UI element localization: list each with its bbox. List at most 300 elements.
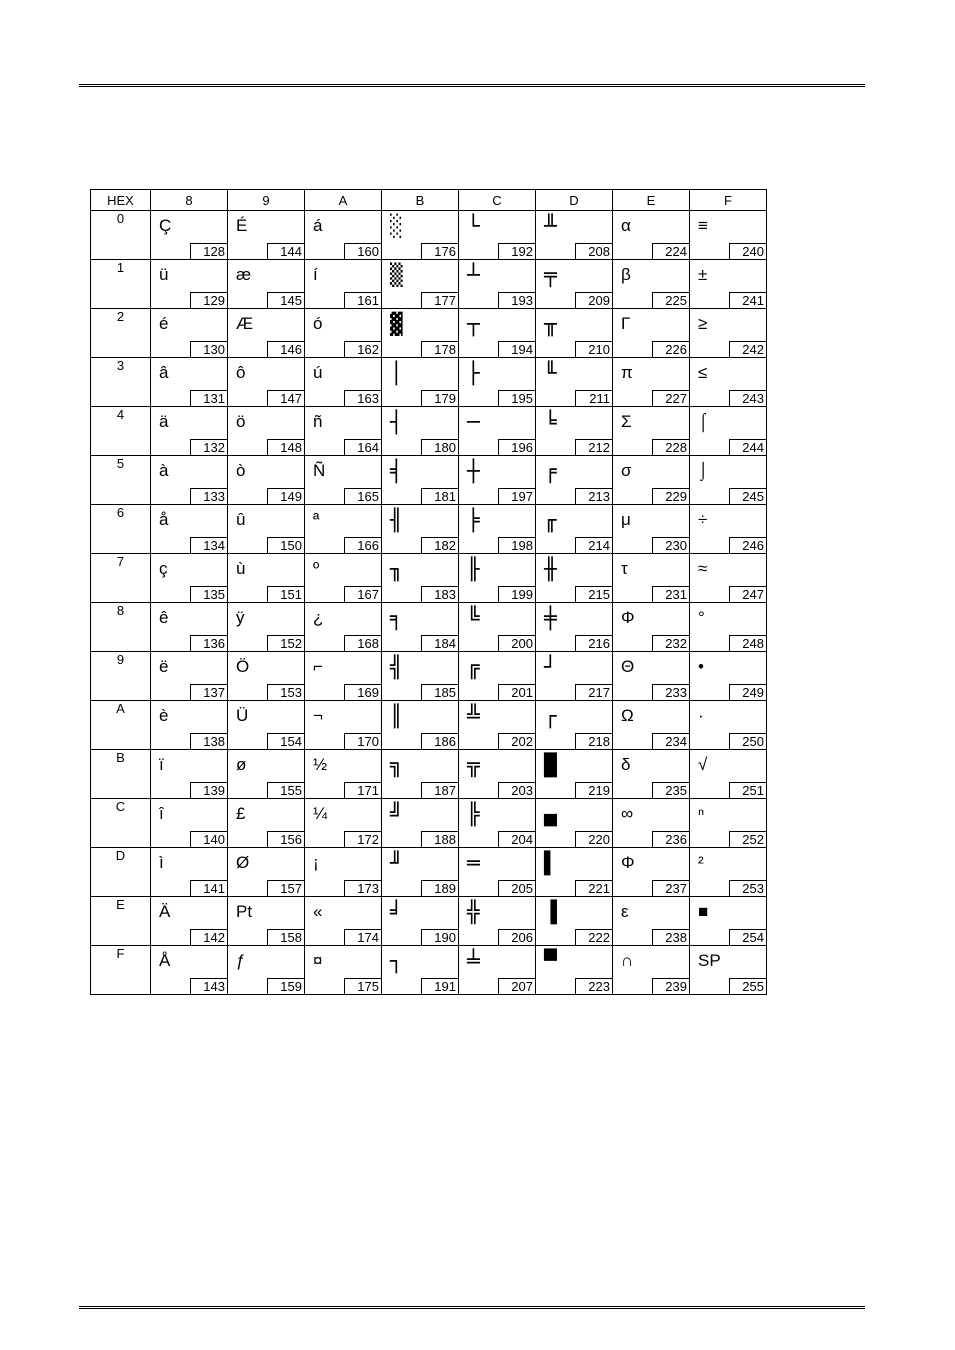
decimal-code: 135 xyxy=(190,586,228,603)
character-glyph: √ xyxy=(698,755,708,774)
code-cell xyxy=(536,407,613,456)
decimal-code: 220 xyxy=(575,831,613,848)
character-glyph: æ xyxy=(236,265,252,284)
row-hex-label: E xyxy=(91,897,151,946)
decimal-code: 162 xyxy=(344,341,382,358)
decimal-code: 150 xyxy=(267,537,305,554)
character-glyph: º xyxy=(313,559,320,578)
character-glyph: Ü xyxy=(236,706,249,725)
decimal-code: 186 xyxy=(421,733,459,750)
decimal-code: 170 xyxy=(344,733,382,750)
decimal-code: 227 xyxy=(652,390,690,407)
decimal-code: 226 xyxy=(652,341,690,358)
decimal-code: 225 xyxy=(652,292,690,309)
decimal-code: 136 xyxy=(190,635,228,652)
code-cell xyxy=(690,701,767,750)
code-cell xyxy=(382,505,459,554)
decimal-code: 238 xyxy=(652,929,690,946)
code-cell xyxy=(228,848,305,897)
decimal-code: 255 xyxy=(729,978,767,995)
decimal-code: 223 xyxy=(575,978,613,995)
character-glyph: ⌠ xyxy=(698,412,709,431)
code-cell xyxy=(459,848,536,897)
character-glyph: ╛ xyxy=(390,900,403,924)
column-header-row xyxy=(91,190,767,211)
character-glyph: ² xyxy=(698,853,704,872)
decimal-code: 212 xyxy=(575,439,613,456)
decimal-code: 179 xyxy=(421,390,459,407)
decimal-code: 177 xyxy=(421,292,459,309)
row-hex-label: 4 xyxy=(91,407,151,456)
character-glyph: â xyxy=(159,363,169,382)
code-cell xyxy=(305,848,382,897)
code-cell xyxy=(382,407,459,456)
row-hex-label: 9 xyxy=(91,652,151,701)
character-glyph: ╖ xyxy=(390,557,403,581)
column-header: 8 xyxy=(151,190,228,211)
table-row xyxy=(91,897,767,946)
character-glyph: ╗ xyxy=(390,753,403,777)
character-glyph: ═ xyxy=(467,851,480,875)
table-row xyxy=(91,603,767,652)
character-glyph: ÷ xyxy=(698,510,708,529)
table-row xyxy=(91,652,767,701)
decimal-code: 215 xyxy=(575,586,613,603)
decimal-code: 214 xyxy=(575,537,613,554)
code-cell xyxy=(690,358,767,407)
code-cell xyxy=(382,603,459,652)
code-cell xyxy=(305,505,382,554)
code-cell xyxy=(459,358,536,407)
decimal-code: 154 xyxy=(267,733,305,750)
decimal-code: 203 xyxy=(498,782,536,799)
character-glyph: Φ xyxy=(621,853,635,872)
table-row xyxy=(91,750,767,799)
decimal-code: 182 xyxy=(421,537,459,554)
character-glyph: ó xyxy=(313,314,323,333)
code-cell xyxy=(459,897,536,946)
code-cell xyxy=(459,701,536,750)
table-row xyxy=(91,211,767,260)
decimal-code: 210 xyxy=(575,341,613,358)
code-page-table xyxy=(90,189,767,995)
decimal-code: 175 xyxy=(344,978,382,995)
code-cell xyxy=(459,799,536,848)
decimal-code: 209 xyxy=(575,292,613,309)
code-cell xyxy=(536,701,613,750)
character-glyph: ║ xyxy=(390,704,403,728)
decimal-code: 140 xyxy=(190,831,228,848)
code-cell xyxy=(613,505,690,554)
table-row xyxy=(91,309,767,358)
code-cell xyxy=(536,358,613,407)
character-glyph: £ xyxy=(236,804,246,823)
character-glyph: ╟ xyxy=(467,557,480,581)
character-glyph: ╥ xyxy=(544,312,557,336)
code-cell xyxy=(305,554,382,603)
code-cell xyxy=(151,701,228,750)
character-glyph: ⌐ xyxy=(313,657,323,676)
code-cell xyxy=(459,652,536,701)
decimal-code: 156 xyxy=(267,831,305,848)
code-cell xyxy=(613,799,690,848)
decimal-code: 174 xyxy=(344,929,382,946)
code-cell xyxy=(151,603,228,652)
character-glyph: ╙ xyxy=(544,361,557,385)
character-glyph: ╕ xyxy=(390,606,403,630)
decimal-code: 129 xyxy=(190,292,228,309)
decimal-code: 236 xyxy=(652,831,690,848)
row-hex-label: 8 xyxy=(91,603,151,652)
code-cell xyxy=(613,897,690,946)
character-glyph: ± xyxy=(698,265,708,284)
column-header: D xyxy=(536,190,613,211)
code-cell xyxy=(305,407,382,456)
character-glyph: σ xyxy=(621,461,632,480)
decimal-code: 191 xyxy=(421,978,459,995)
hex-header: HEX xyxy=(91,190,151,211)
decimal-code: 160 xyxy=(344,243,382,260)
code-cell xyxy=(613,358,690,407)
code-cell xyxy=(690,799,767,848)
decimal-code: 134 xyxy=(190,537,228,554)
character-glyph: ╝ xyxy=(390,802,403,826)
code-cell xyxy=(228,358,305,407)
code-cell xyxy=(305,309,382,358)
character-glyph: Ø xyxy=(236,853,250,872)
decimal-code: 139 xyxy=(190,782,228,799)
code-cell xyxy=(459,407,536,456)
row-hex-label: 5 xyxy=(91,456,151,505)
decimal-code: 224 xyxy=(652,243,690,260)
code-cell xyxy=(536,603,613,652)
character-glyph: │ xyxy=(390,361,403,385)
decimal-code: 241 xyxy=(729,292,767,309)
code-cell xyxy=(228,309,305,358)
code-cell xyxy=(459,211,536,260)
character-glyph: ┌ xyxy=(544,704,557,728)
decimal-code: 253 xyxy=(729,880,767,897)
decimal-code: 181 xyxy=(421,488,459,505)
code-cell xyxy=(613,848,690,897)
decimal-code: 168 xyxy=(344,635,382,652)
decimal-code: 147 xyxy=(267,390,305,407)
character-glyph: └ xyxy=(467,214,480,238)
decimal-code: 221 xyxy=(575,880,613,897)
decimal-code: 187 xyxy=(421,782,459,799)
code-cell xyxy=(151,211,228,260)
code-cell xyxy=(151,946,228,995)
decimal-code: 201 xyxy=(498,684,536,701)
decimal-code: 244 xyxy=(729,439,767,456)
character-glyph: è xyxy=(159,706,169,725)
decimal-code: 199 xyxy=(498,586,536,603)
decimal-code: 183 xyxy=(421,586,459,603)
character-glyph: ¬ xyxy=(313,706,323,725)
decimal-code: 176 xyxy=(421,243,459,260)
character-glyph: ª xyxy=(313,510,320,529)
code-cell xyxy=(305,701,382,750)
decimal-code: 248 xyxy=(729,635,767,652)
character-glyph: τ xyxy=(621,559,628,578)
decimal-code: 213 xyxy=(575,488,613,505)
character-glyph: μ xyxy=(621,510,631,529)
code-cell xyxy=(690,211,767,260)
column-header: C xyxy=(459,190,536,211)
decimal-code: 153 xyxy=(267,684,305,701)
decimal-code: 155 xyxy=(267,782,305,799)
code-cell xyxy=(305,750,382,799)
code-cell xyxy=(613,260,690,309)
row-hex-label: 3 xyxy=(91,358,151,407)
decimal-code: 149 xyxy=(267,488,305,505)
character-glyph: ü xyxy=(159,265,169,284)
decimal-code: 254 xyxy=(729,929,767,946)
code-cell xyxy=(305,946,382,995)
header-rule xyxy=(79,84,865,87)
character-glyph: ñ xyxy=(313,412,323,431)
character-glyph: ° xyxy=(698,608,705,627)
character-glyph: █ xyxy=(544,753,557,777)
decimal-code: 173 xyxy=(344,880,382,897)
character-glyph: ╤ xyxy=(544,263,557,287)
code-cell xyxy=(536,211,613,260)
character-glyph: Φ xyxy=(621,608,635,627)
code-cell xyxy=(382,456,459,505)
table-row xyxy=(91,701,767,750)
code-cell xyxy=(536,946,613,995)
character-glyph: ╪ xyxy=(544,606,557,630)
code-cell xyxy=(459,554,536,603)
character-glyph: à xyxy=(159,461,169,480)
decimal-code: 178 xyxy=(421,341,459,358)
code-cell xyxy=(151,554,228,603)
character-glyph: Ä xyxy=(159,902,171,921)
code-cell xyxy=(536,750,613,799)
code-cell xyxy=(613,946,690,995)
character-glyph: á xyxy=(313,216,323,235)
character-glyph: É xyxy=(236,216,248,235)
code-cell xyxy=(151,260,228,309)
table-row xyxy=(91,799,767,848)
row-hex-label: A xyxy=(91,701,151,750)
character-glyph: ¼ xyxy=(313,804,328,823)
row-hex-label: F xyxy=(91,946,151,995)
decimal-code: 180 xyxy=(421,439,459,456)
decimal-code: 202 xyxy=(498,733,536,750)
column-header: 9 xyxy=(228,190,305,211)
character-glyph: « xyxy=(313,902,323,921)
character-glyph: ▓ xyxy=(390,312,403,336)
decimal-code: 138 xyxy=(190,733,228,750)
code-cell xyxy=(382,750,459,799)
code-cell xyxy=(613,750,690,799)
row-hex-label: 1 xyxy=(91,260,151,309)
character-glyph: ┤ xyxy=(390,410,403,434)
character-glyph: Θ xyxy=(621,657,635,676)
row-hex-label: 6 xyxy=(91,505,151,554)
code-cell xyxy=(690,309,767,358)
code-cell xyxy=(228,897,305,946)
character-glyph: Σ xyxy=(621,412,632,431)
decimal-code: 252 xyxy=(729,831,767,848)
decimal-code: 167 xyxy=(344,586,382,603)
character-glyph: SP xyxy=(698,951,721,970)
code-table-body xyxy=(91,211,767,995)
code-cell xyxy=(690,897,767,946)
decimal-code: 230 xyxy=(652,537,690,554)
character-glyph: ê xyxy=(159,608,169,627)
character-glyph: ┬ xyxy=(467,312,480,336)
decimal-code: 232 xyxy=(652,635,690,652)
code-cell xyxy=(690,652,767,701)
decimal-code: 185 xyxy=(421,684,459,701)
code-cell xyxy=(613,603,690,652)
code-cell xyxy=(613,652,690,701)
character-glyph: π xyxy=(621,363,633,382)
table-row xyxy=(91,407,767,456)
decimal-code: 239 xyxy=(652,978,690,995)
decimal-code: 137 xyxy=(190,684,228,701)
character-glyph: ö xyxy=(236,412,246,431)
row-hex-label: D xyxy=(91,848,151,897)
code-cell xyxy=(690,260,767,309)
character-glyph: ╜ xyxy=(390,851,403,875)
character-glyph: ╧ xyxy=(467,949,480,973)
character-glyph: í xyxy=(313,265,318,284)
code-cell xyxy=(151,358,228,407)
character-glyph: ╞ xyxy=(467,508,480,532)
table-row xyxy=(91,554,767,603)
decimal-code: 206 xyxy=(498,929,536,946)
code-cell xyxy=(690,505,767,554)
code-cell xyxy=(228,456,305,505)
decimal-code: 231 xyxy=(652,586,690,603)
decimal-code: 194 xyxy=(498,341,536,358)
decimal-code: 152 xyxy=(267,635,305,652)
character-glyph: ≤ xyxy=(698,363,708,382)
decimal-code: 250 xyxy=(729,733,767,750)
decimal-code: 161 xyxy=(344,292,382,309)
code-cell xyxy=(382,211,459,260)
code-cell xyxy=(536,848,613,897)
code-cell xyxy=(536,260,613,309)
decimal-code: 249 xyxy=(729,684,767,701)
code-cell xyxy=(690,603,767,652)
code-cell xyxy=(382,260,459,309)
row-hex-label: 0 xyxy=(91,211,151,260)
decimal-code: 144 xyxy=(267,243,305,260)
table-row xyxy=(91,456,767,505)
decimal-code: 251 xyxy=(729,782,767,799)
decimal-code: 169 xyxy=(344,684,382,701)
character-glyph: ¿ xyxy=(313,608,324,627)
code-cell xyxy=(536,456,613,505)
character-glyph: · xyxy=(698,706,704,725)
decimal-code: 198 xyxy=(498,537,536,554)
decimal-code: 200 xyxy=(498,635,536,652)
character-glyph: ╦ xyxy=(467,753,480,777)
decimal-code: 196 xyxy=(498,439,536,456)
code-cell xyxy=(305,603,382,652)
code-cell xyxy=(228,505,305,554)
code-cell xyxy=(305,211,382,260)
decimal-code: 151 xyxy=(267,586,305,603)
character-glyph: Ç xyxy=(159,216,172,235)
character-glyph: ╡ xyxy=(390,459,403,483)
code-cell xyxy=(690,946,767,995)
code-cell xyxy=(459,505,536,554)
code-cell xyxy=(459,603,536,652)
decimal-code: 192 xyxy=(498,243,536,260)
decimal-code: 222 xyxy=(575,929,613,946)
character-glyph: ┘ xyxy=(544,655,557,679)
character-glyph: ù xyxy=(236,559,246,578)
character-glyph: ╠ xyxy=(467,802,480,826)
code-cell xyxy=(228,211,305,260)
code-cell xyxy=(613,456,690,505)
character-glyph: ╨ xyxy=(544,214,557,238)
character-glyph: ƒ xyxy=(236,951,246,970)
code-cell xyxy=(151,505,228,554)
code-cell xyxy=(690,407,767,456)
code-cell xyxy=(459,260,536,309)
code-cell xyxy=(613,211,690,260)
decimal-code: 208 xyxy=(575,243,613,260)
character-glyph: ╫ xyxy=(544,557,557,581)
code-cell xyxy=(228,603,305,652)
code-cell xyxy=(151,750,228,799)
column-header: E xyxy=(613,190,690,211)
decimal-code: 234 xyxy=(652,733,690,750)
code-cell xyxy=(382,309,459,358)
character-glyph: ▄ xyxy=(544,802,557,826)
code-cell xyxy=(228,260,305,309)
decimal-code: 165 xyxy=(344,488,382,505)
decimal-code: 246 xyxy=(729,537,767,554)
decimal-code: 145 xyxy=(267,292,305,309)
code-cell xyxy=(151,407,228,456)
decimal-code: 247 xyxy=(729,586,767,603)
code-cell xyxy=(536,799,613,848)
decimal-code: 141 xyxy=(190,880,228,897)
character-glyph: ╩ xyxy=(467,704,480,728)
decimal-code: 229 xyxy=(652,488,690,505)
code-cell xyxy=(536,897,613,946)
character-glyph: α xyxy=(621,216,631,235)
code-cell xyxy=(613,407,690,456)
character-glyph: Γ xyxy=(621,314,631,333)
character-glyph: ╒ xyxy=(544,459,557,483)
character-glyph: ▐ xyxy=(544,900,557,924)
decimal-code: 228 xyxy=(652,439,690,456)
character-glyph: é xyxy=(159,314,169,333)
code-cell xyxy=(305,799,382,848)
decimal-code: 233 xyxy=(652,684,690,701)
code-cell xyxy=(151,897,228,946)
character-glyph: Æ xyxy=(236,314,253,333)
code-cell xyxy=(536,309,613,358)
decimal-code: 197 xyxy=(498,488,536,505)
character-glyph: ë xyxy=(159,657,169,676)
decimal-code: 235 xyxy=(652,782,690,799)
row-hex-label: C xyxy=(91,799,151,848)
character-glyph: ╔ xyxy=(467,655,480,679)
character-glyph: ≥ xyxy=(698,314,708,333)
code-cell xyxy=(690,554,767,603)
character-glyph: ╬ xyxy=(467,900,480,924)
code-cell xyxy=(382,554,459,603)
